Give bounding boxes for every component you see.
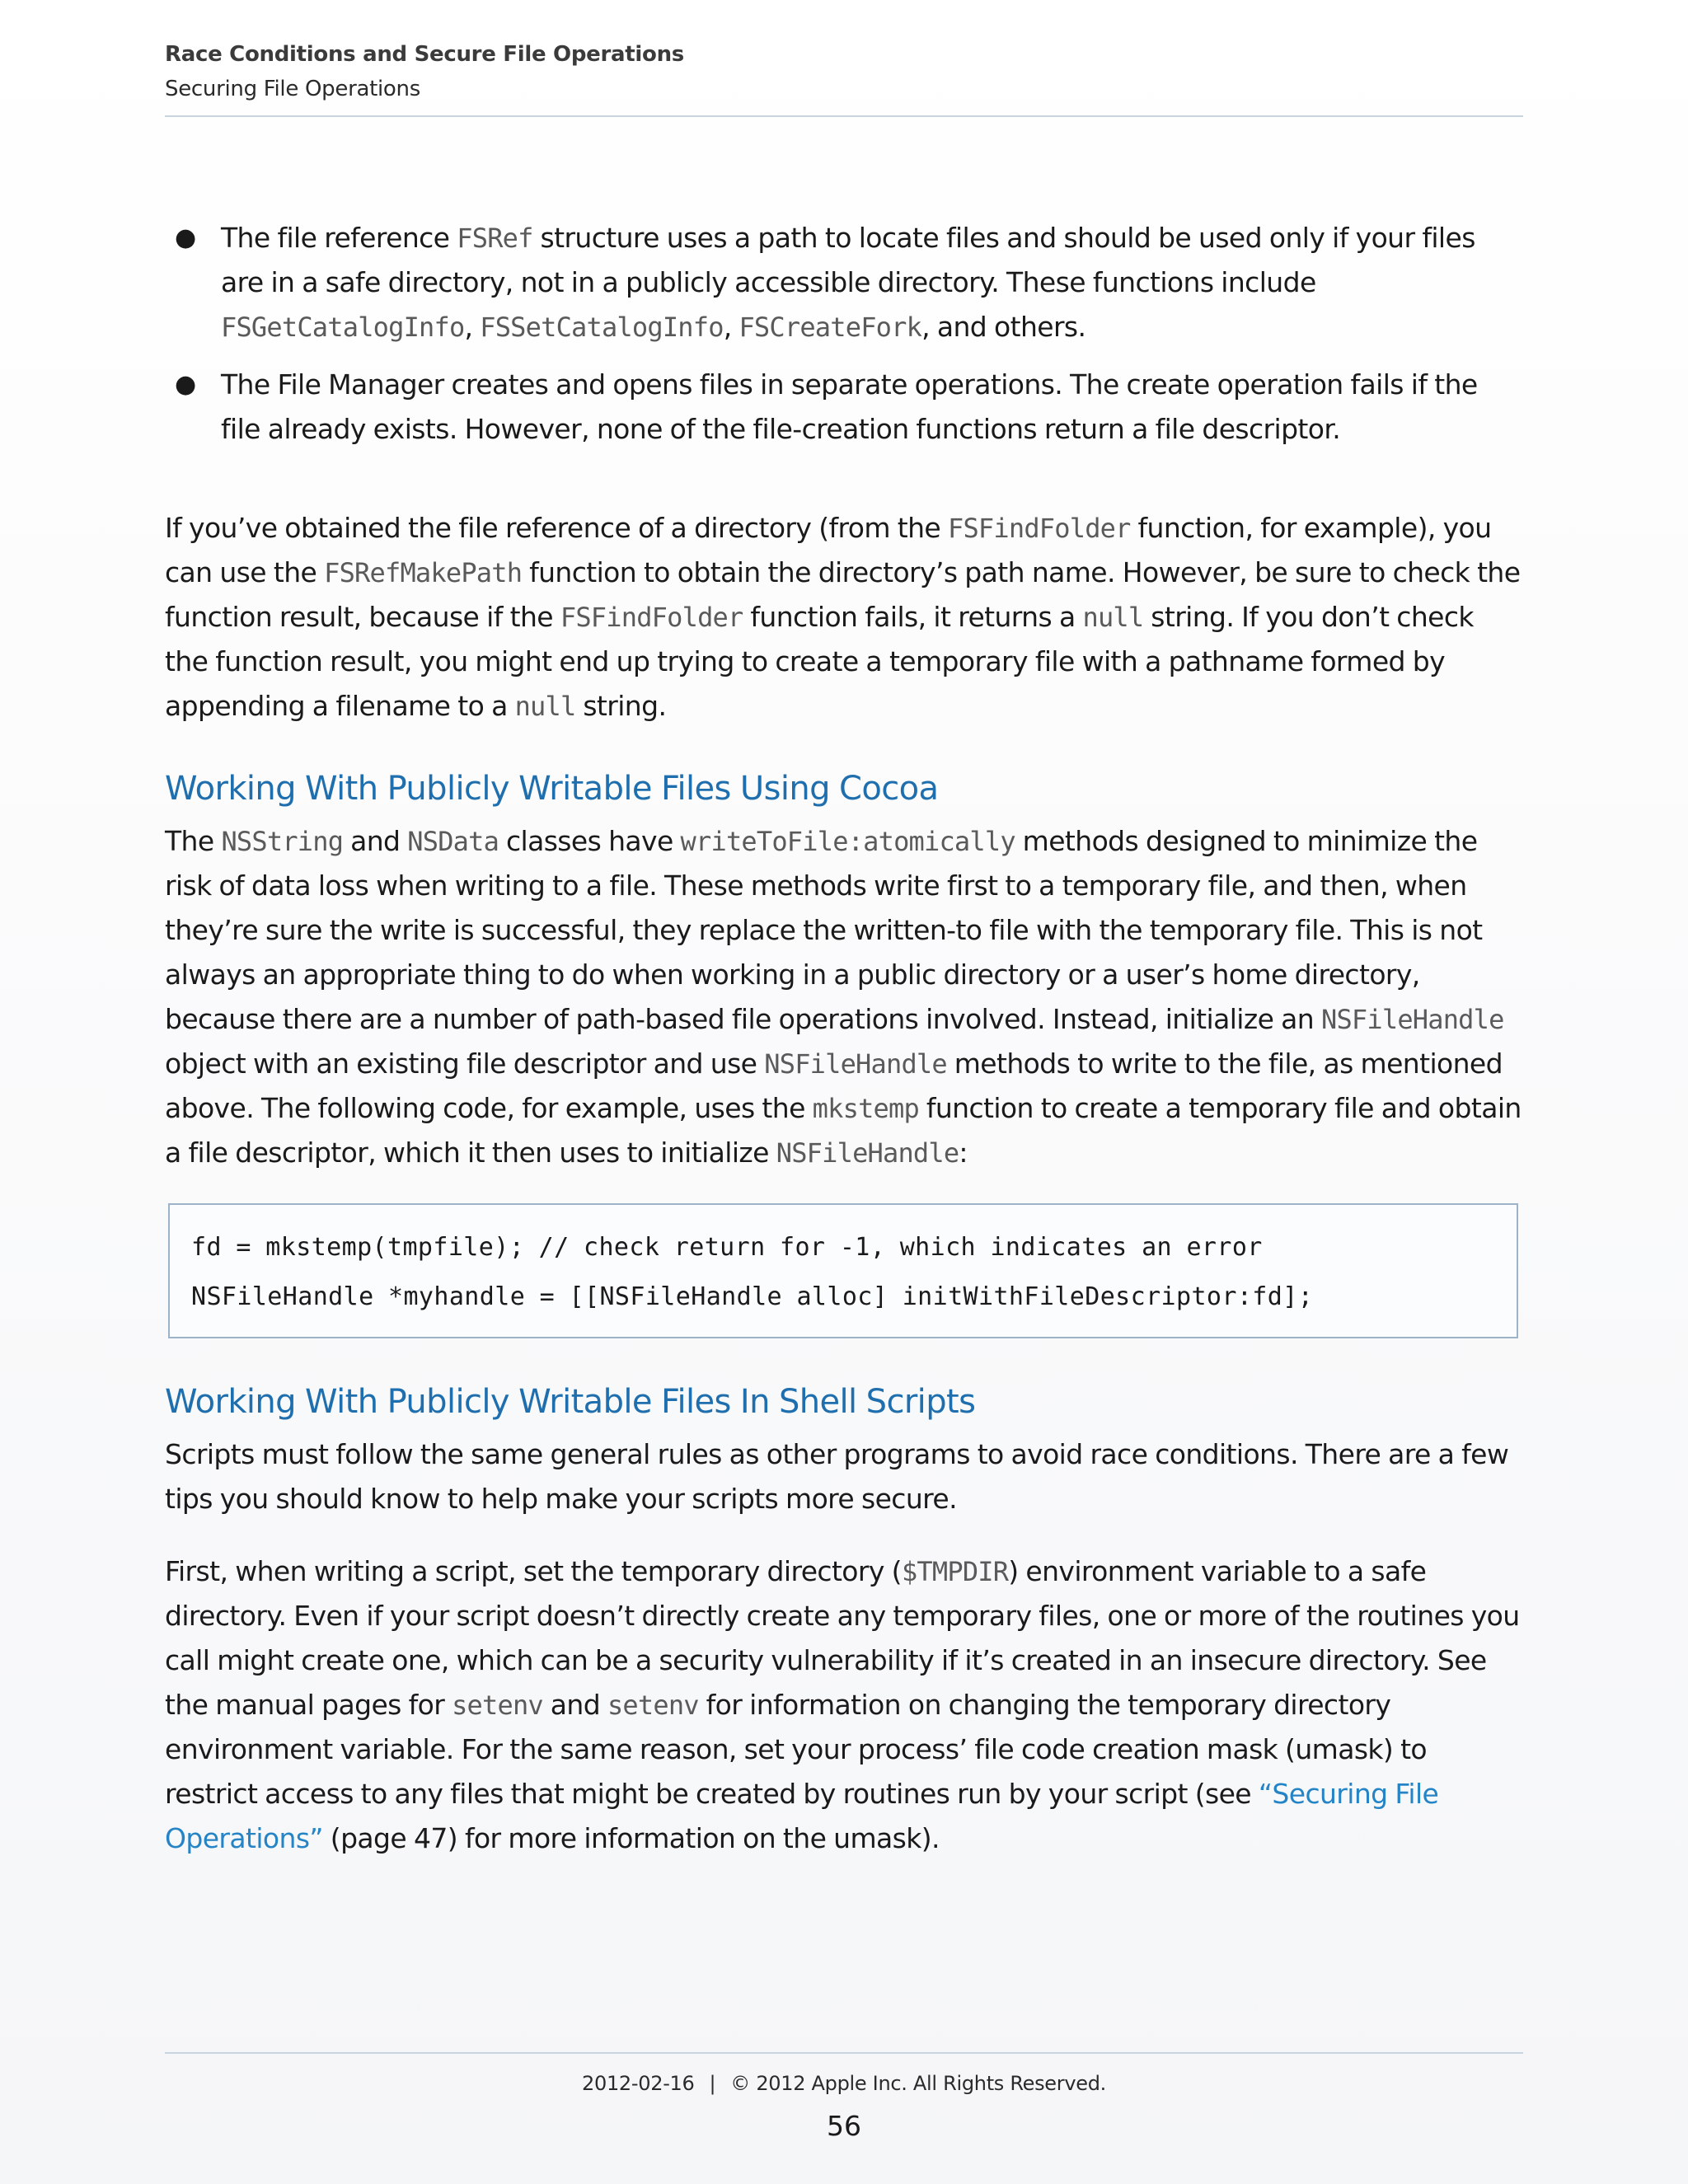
paragraph: The NSString and NSData classes have writeToFile:atomically methods designed to minimize the risk of data loss when writing to a file. These methods write first to a temporary file, and then, when they’re sure the write is successful, they replace the written-to file with the temporary file. This is not always an appropriate thing to do when working in a public directory or a user’s home directory, because there are a number of path-based file operations involved. Instead, initialize an NSFileHandle object with an existing file descriptor and use NSFileHandle methods to write to the file, as mentioned above. The following code, for example, uses the mkstemp function to create a temporary file and obtain a file descriptor, which it then uses to initialize NSFileHandle:: [165, 825, 1522, 1169]
footer-copyright: [165, 2072, 1523, 2095]
page-body: [165, 216, 1523, 1889]
code-term: FSGetCatalogInfo: [221, 312, 465, 343]
page-footer: [165, 2052, 1523, 2142]
code-term: null: [514, 691, 576, 722]
code-term: FSSetCatalogInfo: [480, 312, 724, 343]
code-term: $TMPDIR: [901, 1556, 1009, 1587]
bullet-icon: ●: [175, 370, 196, 399]
code-term: FSCreateFork: [738, 312, 922, 343]
footer-separator: |: [709, 2072, 716, 2095]
code-term: NSFileHandle: [1320, 1004, 1504, 1035]
chapter-title: Race Conditions and Secure File Operations: [165, 42, 684, 67]
code-term: NSData: [407, 826, 499, 857]
paragraph: Scripts must follow the same general rules as other programs to avoid race conditions. There are a few tips you should know to help make your scripts more secure.: [165, 1438, 1509, 1515]
bullet-icon: ●: [175, 223, 196, 252]
code-term: FSRef: [457, 223, 533, 254]
footer-copyright-text: © 2012 Apple Inc. All Rights Reserved.: [730, 2072, 1106, 2095]
section-heading-shell: Working With Publicly Writable Files In Shell Scripts: [165, 1383, 976, 1421]
section-title: Securing File Operations: [165, 77, 420, 101]
code-term: null: [1082, 602, 1144, 633]
code-term: writeToFile:atomically: [680, 826, 1015, 857]
code-term: FSRefMakePath: [324, 557, 523, 588]
code-term: setenv: [607, 1690, 699, 1721]
code-term: FSFindFolder: [948, 513, 1131, 544]
footer-date: 2012-02-16: [582, 2072, 695, 2095]
code-term: mkstemp: [812, 1093, 919, 1124]
list-item: ● The file reference FSRef structure uses a path to locate files and should be used only if your files are in a safe directory, not in a publicly accessible directory. These functions include FSGetCatalogInfo, FSSetCatalogInfo, FSCreateFork, and others.: [165, 216, 1523, 349]
bullet-list: [165, 216, 1523, 452]
code-term: NSFileHandle: [764, 1048, 947, 1080]
section-heading-cocoa: Working With Publicly Writable Files Using Cocoa: [165, 770, 939, 808]
code-term: NSString: [221, 826, 344, 857]
paragraph: First, when writing a script, set the temporary directory ($TMPDIR) environment variable to a safe directory. Even if your script doesn’t directly create any temporary files, one or more of the routines you call might create one, which can be a security vulnerability if it’s created in an insecure directory. See the manual pages for setenv and setenv for information on changing the temporary directory environment variable. For the same reason, set your process’ file code creation mask (umask) to restrict access to any files that might be created by routines run by your script (see “Securing File Operations” (page 47) for more information on the umask).: [165, 1555, 1520, 1854]
code-listing: [168, 1203, 1518, 1338]
page-header: [165, 36, 1523, 117]
code-line: fd = mkstemp(tmpfile); // check return for -1, which indicates an error: [191, 1233, 1263, 1262]
list-item: ● The File Manager creates and opens files in separate operations. The create operation fails if the file already exists. However, none of the file-creation functions return a file descriptor.: [165, 363, 1523, 452]
code-term: NSFileHandle: [776, 1137, 959, 1169]
code-line: NSFileHandle *myhandle = [[NSFileHandle alloc] initWithFileDescriptor:fd];: [191, 1282, 1314, 1311]
page-number: 56: [827, 2110, 861, 2142]
cross-reference-link[interactable]: “Securing File Operations”: [165, 1778, 1439, 1854]
code-term: FSFindFolder: [560, 602, 743, 633]
paragraph: If you’ve obtained the file reference of a directory (from the FSFindFolder function, for example), you can use the FSRefMakePath function to obtain the directory’s path name. However, be sure to check the function result, because if the FSFindFolder function fails, it returns a null string. If you don’t check the function result, you might end up trying to create a temporary file with a pathname formed by appending a filename to a null string.: [165, 512, 1521, 722]
code-term: setenv: [452, 1690, 543, 1721]
